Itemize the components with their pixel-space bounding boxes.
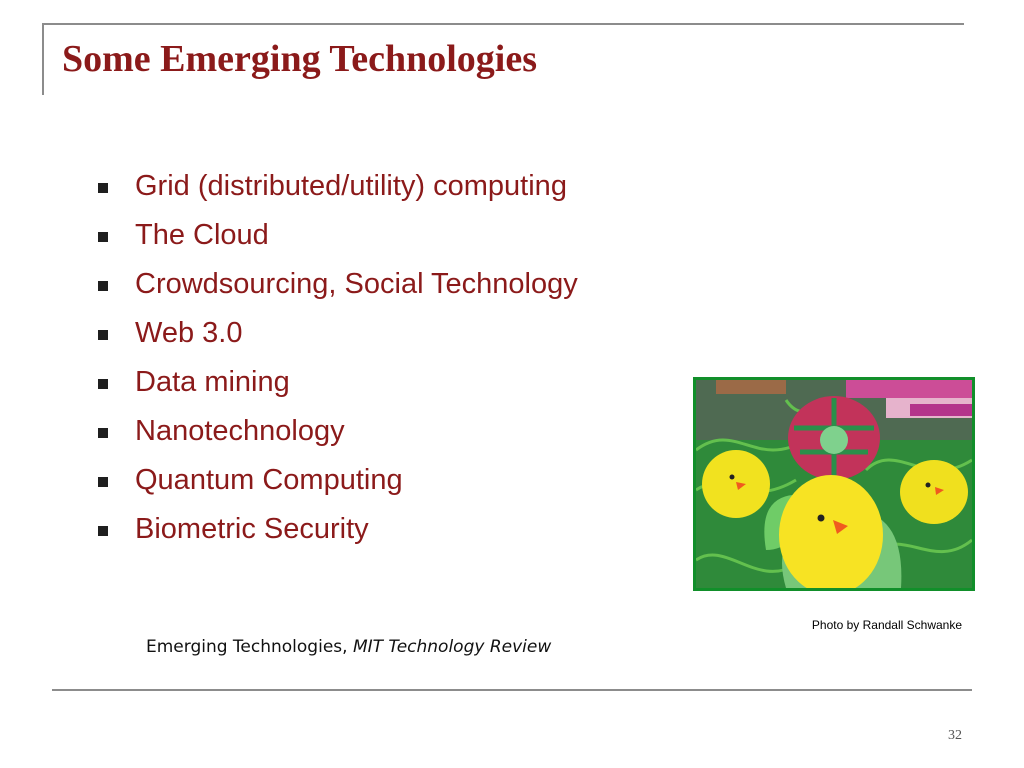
chick-eye	[730, 475, 735, 480]
square-bullet-icon	[98, 330, 108, 340]
basket-rim	[716, 380, 786, 394]
bullet-text: Data mining	[135, 366, 290, 398]
square-bullet-icon	[98, 232, 108, 242]
chick-eye	[818, 515, 825, 522]
square-bullet-icon	[98, 281, 108, 291]
square-bullet-icon	[98, 379, 108, 389]
bullet-text: Biometric Security	[135, 513, 369, 545]
page-number: 32	[948, 728, 962, 743]
chicks-photo	[693, 377, 975, 591]
bullet-item	[98, 364, 578, 413]
basket-stripe	[846, 380, 972, 398]
basket-stripe	[910, 404, 972, 416]
source-citation	[146, 637, 551, 657]
footer-rule	[52, 689, 972, 691]
chick-left	[702, 450, 770, 518]
bullet-item	[98, 413, 578, 462]
bullet-text: The Cloud	[135, 219, 269, 251]
bullet-item	[98, 511, 578, 560]
bullet-item	[98, 315, 578, 364]
bullet-text: Web 3.0	[135, 317, 243, 349]
chick-eye	[926, 483, 931, 488]
bullet-text: Quantum Computing	[135, 464, 403, 496]
photo-illustration	[696, 380, 972, 588]
egg-pattern	[820, 426, 848, 454]
bullet-item	[98, 266, 578, 315]
source-prefix: Emerging Technologies,	[146, 637, 353, 657]
source-publication: MIT Technology Review	[352, 637, 552, 657]
slide-title: Some Emerging Technologies	[62, 38, 538, 80]
square-bullet-icon	[98, 183, 108, 193]
bullet-item	[98, 217, 578, 266]
bullet-item	[98, 462, 578, 511]
bullet-text: Nanotechnology	[135, 415, 345, 447]
top-frame-line	[42, 23, 964, 25]
chick-right	[900, 460, 968, 524]
bullet-text: Grid (distributed/utility) computing	[135, 170, 567, 202]
bullet-text: Crowdsourcing, Social Technology	[135, 268, 578, 300]
bullet-item	[98, 168, 578, 217]
bullet-list	[98, 168, 578, 560]
photo-caption: Photo by Randall Schwanke	[811, 618, 962, 632]
left-frame-line	[42, 23, 44, 95]
square-bullet-icon	[98, 477, 108, 487]
square-bullet-icon	[98, 428, 108, 438]
square-bullet-icon	[98, 526, 108, 536]
